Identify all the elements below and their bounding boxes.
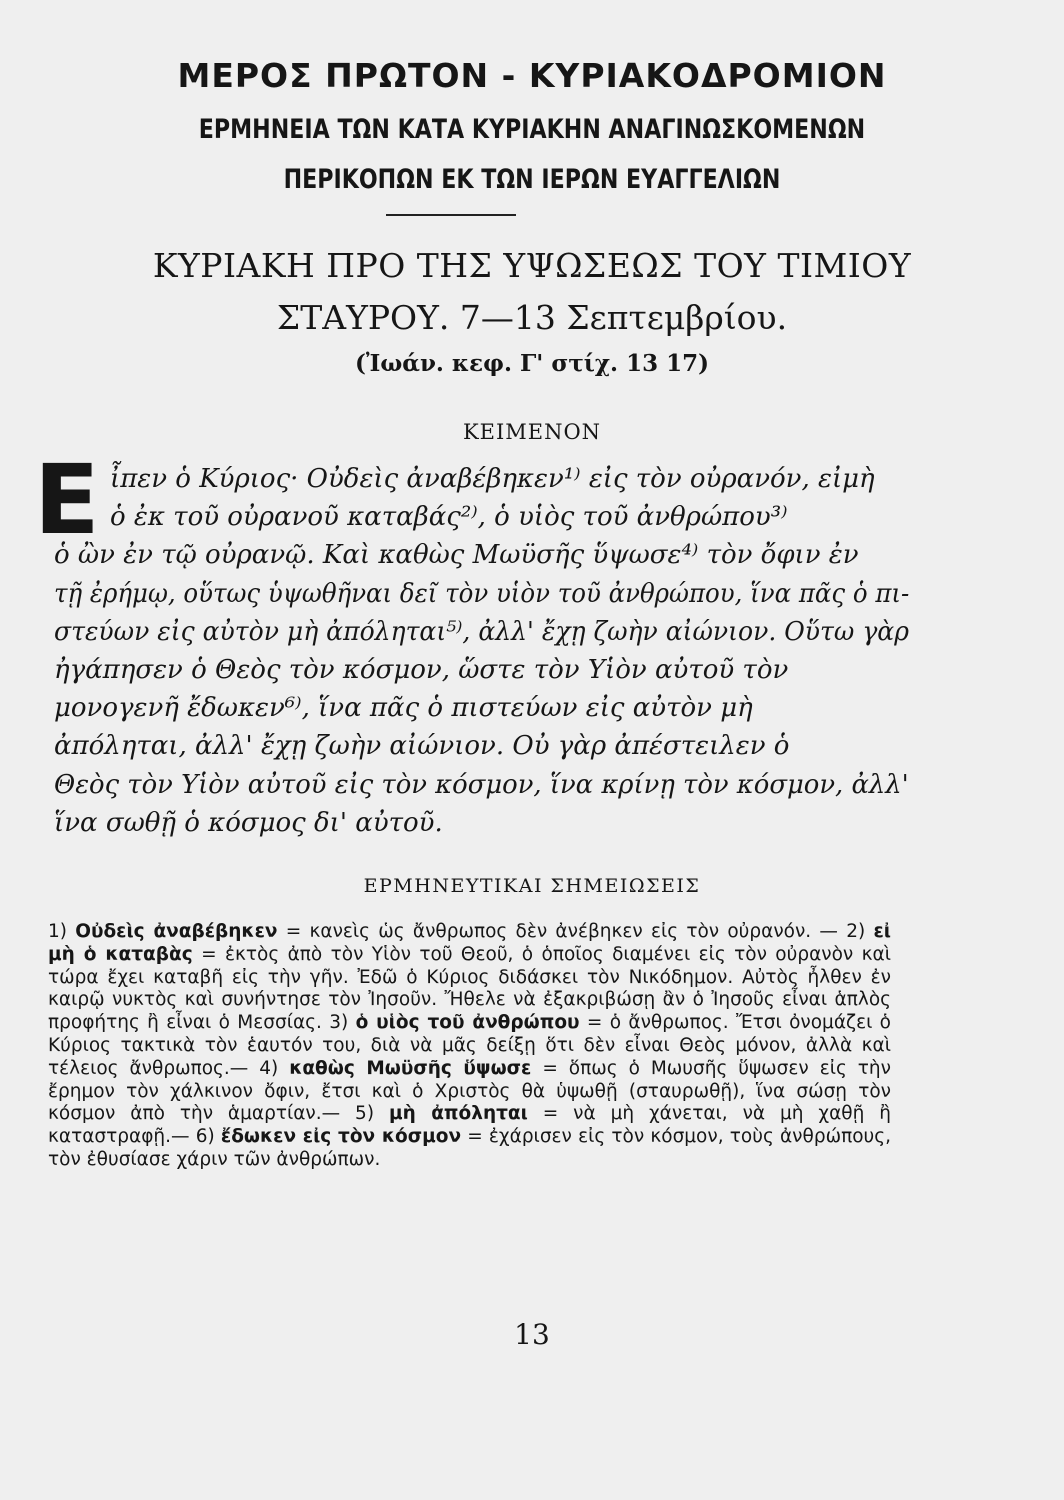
note-term: μὴ ἀπόληται [388, 1103, 528, 1125]
note-text: = ἐχάρισεν εἰς τὸν κόσμον, τοὺς ἀνθρώπους, τὸν ἐθυσίασε χάριν τῶν ἀνθρώπων. [48, 1126, 891, 1170]
note-text: = νὰ μὴ χάνεται, νὰ μὴ χαθῇ ἢ καταστραφῇ.— [48, 1103, 891, 1148]
text-heading: ΚΕΙΜΕΝΟΝ [462, 420, 602, 444]
note-term: ἔδωκεν εἰς τὸν κόσμον [220, 1126, 462, 1148]
text-line: τῇ ἐρήμῳ, οὕτως ὑψωθῆναι δεῖ τὸν υἱὸν τοῦ ἀνθρώπου, ἵνα πᾶς ὁ πι- [54, 578, 910, 609]
note-number: 1) [48, 921, 67, 942]
note-number: 2) [846, 921, 866, 942]
subtitle-line-1: ΕΡΜΗΝΕΙΑ ΤΩΝ ΚΑΤΑ ΚΥΡΙΑΚΗΝ ΑΝΑΓΙΝΩΣΚΟΜΕΝΩΝ [198, 114, 866, 145]
note-term: Οὐδεὶς ἀναβέβηκεν [75, 921, 278, 942]
text-line: ἵνα σωθῇ ὁ κόσμος δι' αὐτοῦ. [54, 807, 443, 838]
text-line: Θεὸς τὸν Υἱὸν αὐτοῦ εἰς τὸν κόσμον, ἵνα κρίνῃ τὸν κόσμον, ἀλλ' [54, 769, 909, 800]
note-text: = ὅπως ὁ Μωυσῆς ὕψωσεν εἰς τὴν ἔρημον τὸν χάλκινον ὄφιν, ἔτσι καὶ ὁ Χριστὸς θὰ ὑψωθῇ (σταυρωθῇ), ἵνα σώσῃ τὸν κόσμον ἀπὸ τὴν ἁμαρτίαν.— [48, 1057, 891, 1125]
sunday-title-line-1: ΚΥΡΙΑΚΗ ΠΡΟ ΤΗΣ ΥΨΩΣΕΩΣ ΤΟΥ ΤΙΜΙΟΥ [152, 246, 912, 285]
text-line: μονογενῆ ἔδωκεν⁶⁾, ἵνα πᾶς ὁ πιστεύων εἰς αὐτὸν μὴ [54, 693, 753, 724]
note-term: ὁ υἱὸς τοῦ ἀνθρώπου [355, 1012, 580, 1034]
notes-heading: ΕΡΜΗΝΕΥΤΙΚΑΙ ΣΗΜΕΙΩΣΕΙΣ [363, 875, 701, 897]
drop-cap: Ε [34, 444, 100, 556]
notes-paragraph [48, 921, 891, 1172]
scripture-reference: (Ἰωάν. κεφ. Γ' στίχ. 13 17) [355, 350, 709, 377]
text-line: στεύων εἰς αὐτὸν μὴ ἀπόληται⁵⁾, ἀλλ' ἔχῃ ζωὴν αἰώνιον. Οὕτω γὰρ [54, 616, 909, 647]
text-line: ἀπόληται, ἀλλ' ἔχῃ ζωὴν αἰώνιον. Οὐ γὰρ ἀπέστειλεν ὁ [54, 731, 790, 762]
sunday-title-line-2: ΣΤΑΥΡΟΥ. 7—13 Σεπτεμβρίου. [276, 298, 788, 337]
note-text: = κανεὶς ὡς ἄνθρωπος δὲν ἀνέβηκεν εἰς τὸν οὐρανόν. — [285, 921, 838, 942]
note-term: εἰ μὴ ὁ καταβὰς [48, 921, 891, 965]
note-text: = ὁ ἄνθρωπος. Ἔτσι ὀνομάζει ὁ Κύριος τακτικὰ τὸν ἑαυτόν του, διὰ νὰ μᾶς δείξῃ ὅτι δὲν εἶναι Θεὸς μόνον, ἀλλὰ καὶ τέλειος ἄνθρωπος.— [48, 1012, 891, 1079]
part-title: ΜΕΡΟΣ ΠΡΩΤΟΝ - ΚΥΡΙΑΚΟΔΡΟΜΙΟΝ [177, 56, 887, 95]
text-line: ἶπεν ὁ Κύριος· Οὐδεὶς ἀναβέβηκεν¹⁾ εἰς τὸν οὐρανόν, εἰμὴ [110, 464, 875, 494]
gospel-text [54, 460, 909, 842]
text-line: ὁ ἐκ τοῦ οὐρανοῦ καταβάς²⁾, ὁ υἱὸς τοῦ ἀνθρώπου³⁾ [110, 502, 788, 533]
note-number: 6) [195, 1126, 215, 1148]
text-line: ὁ ὢν ἐν τῷ οὐρανῷ. Καὶ καθὼς Μωϋσῆς ὕψωσε⁴⁾ τὸν ὄφιν ἐν [54, 540, 859, 571]
note-text: = ἐκτὸς ἀπὸ τὸν Υἱὸν τοῦ Θεοῦ, ὁ ὁποῖος διαμένει εἰς τὸν οὐρανὸν καὶ τώρα ἔχει καταβῆ εἰς τὴν γῆν. Ἐδῶ ὁ Κύριος διδάσκει τὸν Νικόδημον. Αὐτὸς ἦλθεν ἐν καιρῷ νυκτὸς καὶ συνήντησε τὸν Ἰησοῦν. Ἤθελε νὰ ἐξακριβώσῃ ἂν ὁ Ἰησοῦς εἶναι ἁπλὸς προφήτης ἢ εἶναι ὁ Μεσσίας. [48, 943, 891, 1034]
divider-rule [386, 214, 516, 216]
note-number: 4) [259, 1057, 279, 1079]
note-number: 3) [329, 1012, 349, 1034]
note-term: καθὼς Μωϋσῆς ὕψωσε [289, 1057, 532, 1079]
subtitle-line-2: ΠΕΡΙΚΟΠΩΝ ΕΚ ΤΩΝ ΙΕΡΩΝ ΕΥΑΓΓΕΛΙΩΝ [283, 164, 781, 195]
page-number: 13 [514, 1318, 550, 1351]
text-line: ἠγάπησεν ὁ Θεὸς τὸν κόσμον, ὥστε τὸν Υἱὸν αὐτοῦ τὸν [54, 654, 789, 685]
note-number: 5) [355, 1103, 375, 1125]
